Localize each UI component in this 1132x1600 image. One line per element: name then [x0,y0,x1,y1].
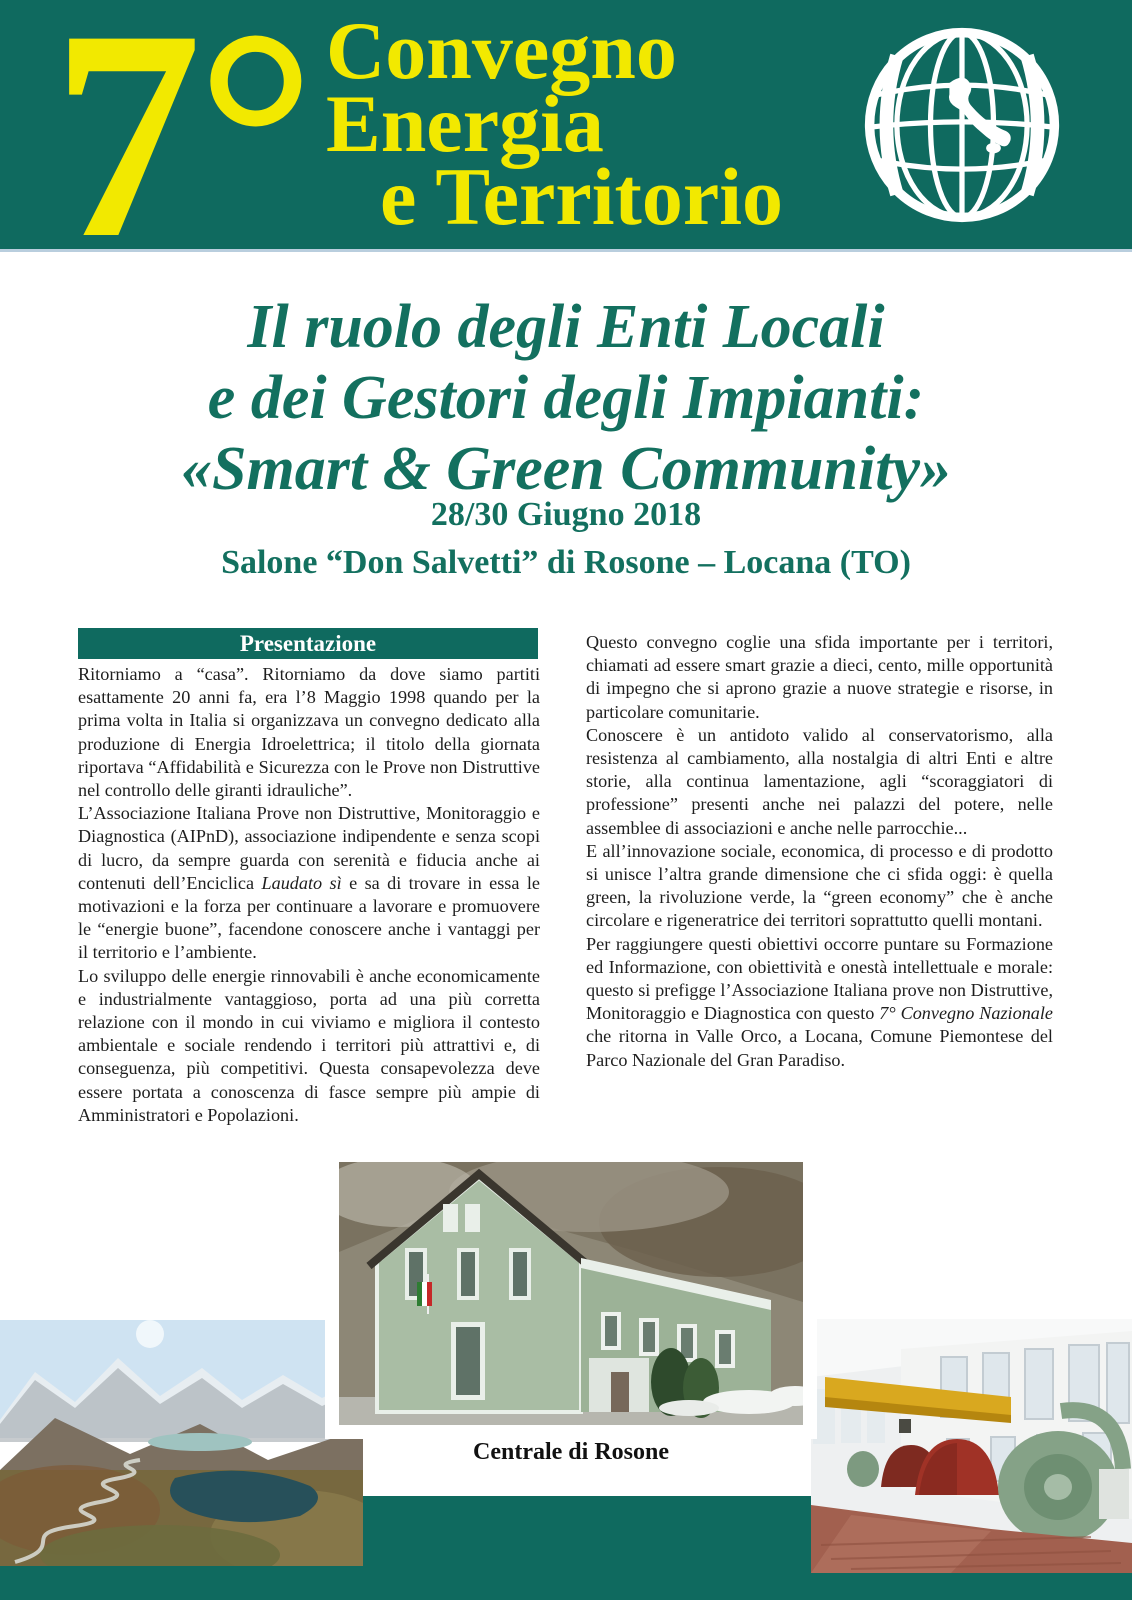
header-banner [0,0,1132,300]
paragraph-text: Per raggiungere questi obiettivi occorre puntare su Formazione ed Informazione, con obiettività e onestà intellettuale e morale: questo si prefigge l’Associazione Italiana prove non Distruttive, Monitoraggio e Diagnostica con questo [586,933,1053,1024]
paragraph: Questo convegno coglie una sfida importante per i territori, chiamati ad essere smart grazie a dieci, cento, mille opportunità di impegno che si aprono grazie a nuove strategie e risorse, in particolare comunitarie. [586,632,1053,722]
paragraph: Ritorniamo a “casa”. Ritorniamo da dove siamo partiti esattamente 20 anni fa, era l’8 Maggio 1998 quando per la prima volta in Italia si organizzava un convegno dedicato alla produzione di Energia Idroelettrica; il titolo della giornata riportava “Affidabilità e Sicurezza con le Prove non Distruttive nel controllo delle giranti idrauliche”. [78,664,540,801]
conference-title-line-3: «Smart & Green Community» [181,435,951,503]
paragraph-text: L’Associazione Italiana Prove non Distruttive, Monitoraggio e Diagnostica (AIPnD), associazione indipendente e senza scopi di lucro, da sempre guarda con serenità e fiducia anche ai contenuti dell’Enciclica [78,803,540,893]
presentation-left-column [78,663,540,1127]
conference-venue: Salone “Don Salvetti” di Rosone – Locana (TO) [221,544,911,581]
photo-caption: Centrale di Rosone [473,1439,669,1465]
turbine-hall-photo [811,1319,1132,1574]
paragraph: Lo sviluppo delle energie rinnovabili è anche economicamente e industrialmente vantaggioso, porta ad una più corretta relazione con il mondo in cui viviamo e migliora il contesto ambientale e sociale rendendo i territori più attrattivi e, di conseguenza, più competitivi. Questa consapevolezza deve essere portata a conoscenza di fasce sempre più ampie di Amministratori e Popolazioni. [78,965,540,1125]
paragraph [586,933,1053,1072]
paragraph [78,802,540,964]
header-title-line-2: Energia [326,78,604,169]
edition-number: 7° [52,0,310,300]
mountain-lake-photo [0,1320,363,1566]
conference-title-line-1: Il ruolo degli Enti Locali [247,293,885,361]
encyclical-title: Laudato sì [261,872,342,893]
conference-title [0,292,1132,505]
presentation-heading: Presentazione [78,628,538,659]
header-title-line-3: e Territorio [380,151,784,242]
header-title-line-1: Convegno [326,5,677,96]
paragraph-text: e sa di trovare in essa le motivazioni e la forza per continuare a lavorare e promuovere le “energie buone”, facendone conoscere anche i vantaggi per il territorio e l’ambiente. [78,872,540,963]
aipnd-globe-logo-icon [856,20,1068,230]
rosone-power-station-photo [325,1148,817,1439]
paragraph: Conoscere è un antidoto valido al conservatorismo, alla resistenza al cambiamento, alla nostalgia di altri Enti e altre storie, alla continua lamentazione, agli “scoraggiatori di professione” presenti anche nei palazzi del potere, nelle assemblee di associazioni e anche nelle parrocchie... [586,724,1053,838]
conference-title-line-2: e dei Gestori degli Impianti: [207,364,925,432]
convention-name: 7° Convegno Nazionale [879,1003,1054,1024]
header-title [326,5,784,242]
paragraph-text: che ritorna in Valle Orco, a Locana, Comune Piemontese del Parco Nazionale del Gran Paradiso. [586,1026,1053,1070]
paragraph: E all’innovazione sociale, economica, di processo e di prodotto si unisce l’altra grande dimensione che ci sfida oggi: è quella green, la rivoluzione verde, la “green economy” che è anche circolare e rigeneratrice dei territori soprattutto quelli montani. [586,840,1053,931]
presentation-right-column [586,631,1053,1072]
conference-date: 28/30 Giugno 2018 [430,496,702,533]
